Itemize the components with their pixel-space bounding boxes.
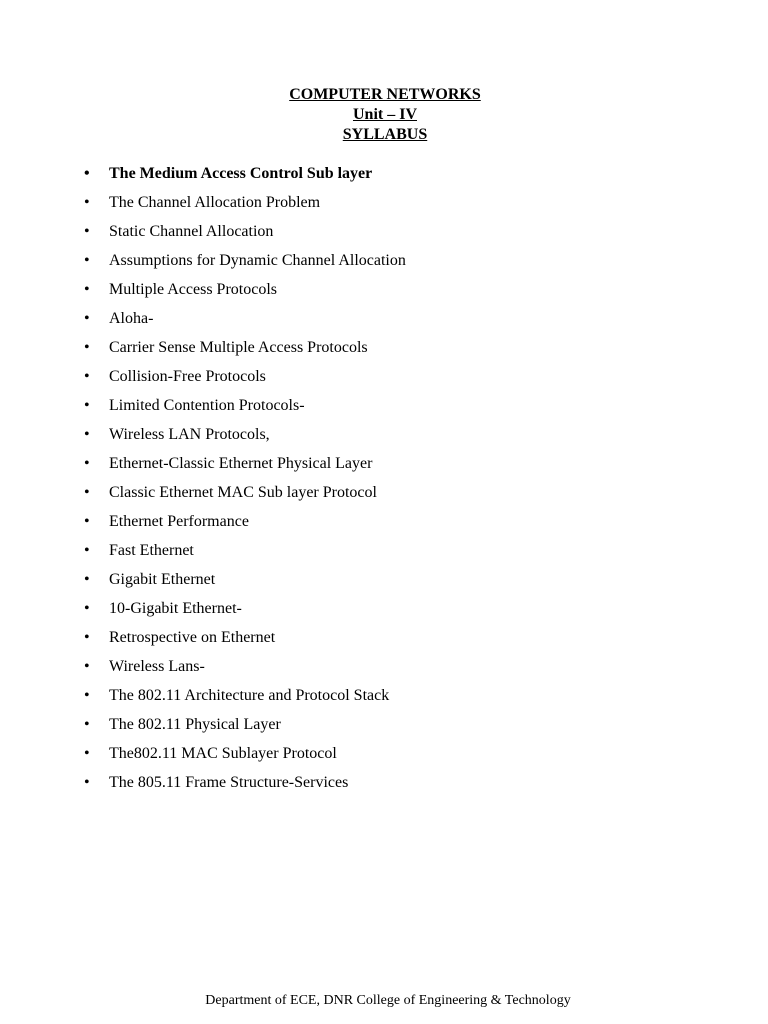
- list-item-label: The 802.11 Architecture and Protocol Stack: [109, 687, 390, 704]
- bullet-icon: •: [84, 716, 90, 733]
- list-item-label: Classic Ethernet MAC Sub layer Protocol: [109, 484, 377, 501]
- bullet-icon: •: [84, 745, 90, 762]
- list-item: [84, 681, 406, 710]
- list-item-label: Ethernet-Classic Ethernet Physical Layer: [109, 455, 373, 472]
- bullet-icon: •: [84, 484, 90, 501]
- list-item: [84, 420, 406, 449]
- list-item-label: Ethernet Performance: [109, 513, 249, 530]
- list-item: [84, 449, 406, 478]
- list-item-label: 10-Gigabit Ethernet-: [109, 600, 242, 617]
- list-item: [84, 362, 406, 391]
- list-item-label: Assumptions for Dynamic Channel Allocation: [109, 252, 406, 269]
- list-item-label: The 805.11 Frame Structure-Services: [109, 774, 349, 791]
- bullet-icon: •: [84, 194, 90, 211]
- list-item: [84, 768, 406, 797]
- bullet-icon: •: [84, 629, 90, 646]
- list-item: [84, 275, 406, 304]
- list-item-label: Fast Ethernet: [109, 542, 194, 559]
- list-item-label: The Medium Access Control Sub layer: [109, 165, 373, 182]
- list-item-label: Multiple Access Protocols: [109, 281, 277, 298]
- list-item: [84, 304, 406, 333]
- list-item: [84, 246, 406, 275]
- list-item: [84, 217, 406, 246]
- list-item: [84, 739, 406, 768]
- list-item-label: The802.11 MAC Sublayer Protocol: [109, 745, 337, 762]
- bullet-icon: •: [84, 368, 90, 385]
- list-item-label: Wireless LAN Protocols,: [109, 426, 270, 443]
- section-title: SYLLABUS: [342, 126, 428, 143]
- bullet-icon: •: [84, 397, 90, 414]
- list-item: [84, 478, 406, 507]
- list-item: [84, 652, 406, 681]
- list-item-label: The Channel Allocation Problem: [109, 194, 321, 211]
- list-item-label: Wireless Lans-: [109, 658, 205, 675]
- bullet-icon: •: [84, 165, 90, 182]
- bullet-icon: •: [84, 600, 90, 617]
- bullet-icon: •: [84, 426, 90, 443]
- list-item: [84, 507, 406, 536]
- document-header: [0, 85, 768, 145]
- list-item-label: Gigabit Ethernet: [109, 571, 216, 588]
- bullet-icon: •: [84, 658, 90, 675]
- bullet-icon: •: [84, 774, 90, 791]
- bullet-icon: •: [84, 687, 90, 704]
- list-item-label: Aloha-: [109, 310, 154, 327]
- bullet-icon: •: [84, 281, 90, 298]
- bullet-icon: •: [84, 455, 90, 472]
- list-item-label: Carrier Sense Multiple Access Protocols: [109, 339, 368, 356]
- list-item: [84, 565, 406, 594]
- bullet-icon: •: [84, 513, 90, 530]
- bullet-icon: •: [84, 571, 90, 588]
- unit-title: Unit – IV: [352, 106, 417, 123]
- list-item: [84, 159, 406, 188]
- bullet-icon: •: [84, 339, 90, 356]
- list-item: [84, 623, 406, 652]
- list-item-label: The 802.11 Physical Layer: [109, 716, 281, 733]
- list-item: [84, 188, 406, 217]
- list-item-label: Limited Contention Protocols-: [109, 397, 305, 414]
- list-item: [84, 594, 406, 623]
- list-item-label: Collision-Free Protocols: [109, 368, 266, 385]
- bullet-icon: •: [84, 310, 90, 327]
- list-item: [84, 391, 406, 420]
- bullet-icon: •: [84, 252, 90, 269]
- list-item-label: Retrospective on Ethernet: [109, 629, 276, 646]
- list-item: [84, 710, 406, 739]
- page-footer: Department of ECE, DNR College of Engineering & Technology: [205, 993, 571, 1008]
- list-item-label: Static Channel Allocation: [109, 223, 274, 240]
- course-title: COMPUTER NETWORKS: [289, 86, 481, 103]
- list-item: [84, 536, 406, 565]
- syllabus-list: [84, 159, 406, 797]
- bullet-icon: •: [84, 223, 90, 240]
- bullet-icon: •: [84, 542, 90, 559]
- list-item: [84, 333, 406, 362]
